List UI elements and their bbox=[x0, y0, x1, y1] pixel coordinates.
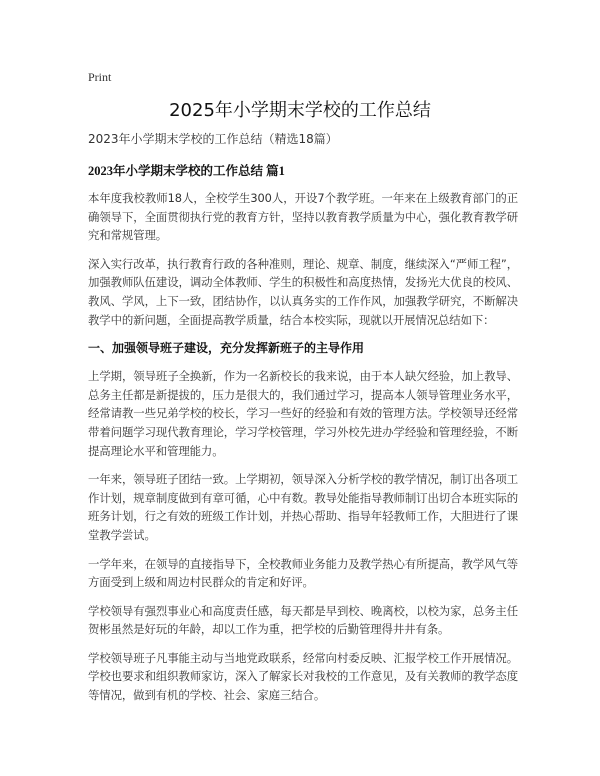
document-subtitle: 2023年小学期末学校的工作总结（精选18篇） bbox=[88, 132, 338, 146]
paragraph: 一学年来，在领导的直接指导下，全校教师业务能力及教学热心有所提高，教学风气等方面受到上级和周边村民群众的肯定和好评。 bbox=[88, 556, 518, 590]
paragraph: 学校领导班子凡事能主动与当地党政联系，经常向村委反映、汇报学校工作开展情况。学校也要求和组织教师家访，深入了解家长对我校的工作意见，及有关教师的教学态度等情况，做到有机的学校、社会、家庭三结合。 bbox=[88, 650, 518, 703]
paragraph: 深入实行改革，执行教育行政的各种准则，理论、规章、制度，继续深入“严师工程”，加强教师队伍建设，调动全体教师、学生的积极性和高度热情，发扬光大优良的校风、教风、学风，上下一致，团结协作，以认真务实的工作作风，加强教学研究，不断解决教学中的新问题，全面提高教学质量，结合本校实际，现就以开展情况总结如下： bbox=[88, 256, 518, 327]
paragraph: 一年来，领导班子团结一致。上学期初，领导深入分析学校的教学情况，制订出各项工作计划，规章制度做到有章可循，心中有数。教导处能指导教师制订出切合本班实际的班务计划，行之有效的班级工作计划，并热心帮助、指导年轻教师工作，大胆进行了课堂教学尝试。 bbox=[88, 472, 518, 542]
section-heading: 2023年小学期末学校的工作总结 篇1 bbox=[88, 164, 285, 178]
print-link[interactable]: Print bbox=[88, 70, 112, 84]
page-title: 2025年小学期末学校的工作总结 bbox=[169, 100, 431, 121]
paragraph: 学校领导有强烈事业心和高度责任感，每天都是早到校、晚离校，以校为家，总务主任贺彬虽然是好玩的年龄，却以工作为重，把学校的后勤管理得井井有条。 bbox=[88, 603, 518, 637]
document-body bbox=[88, 130, 518, 715]
subsection-heading: 一、加强领导班子建设，充分发挥新班子的主导作用 bbox=[88, 341, 365, 356]
paragraph: 上学期，领导班子全换新，作为一名新校长的我来说，由于本人缺欠经验，加上教导、总务主任都是新提拔的，压力是很大的，我们通过学习，提高本人领导管理业务水平，经常请教一些兄弟学校的校长，学习一些好的经验和有效的管理方法。学校领导还经常带着问题学习现代教育理论，学习学校管理，学习外校先进办学经验和管理经验，不断提高理论水平和管理能力。 bbox=[88, 369, 518, 458]
paragraph: 本年度我校教师18人，全校学生300人，开设7个教学班。一年来在上级教育部门的正确领导下，全面贯彻执行党的教育方针，坚持以教育教学质量为中心，强化教育教学研究和常规管理。 bbox=[88, 191, 518, 243]
